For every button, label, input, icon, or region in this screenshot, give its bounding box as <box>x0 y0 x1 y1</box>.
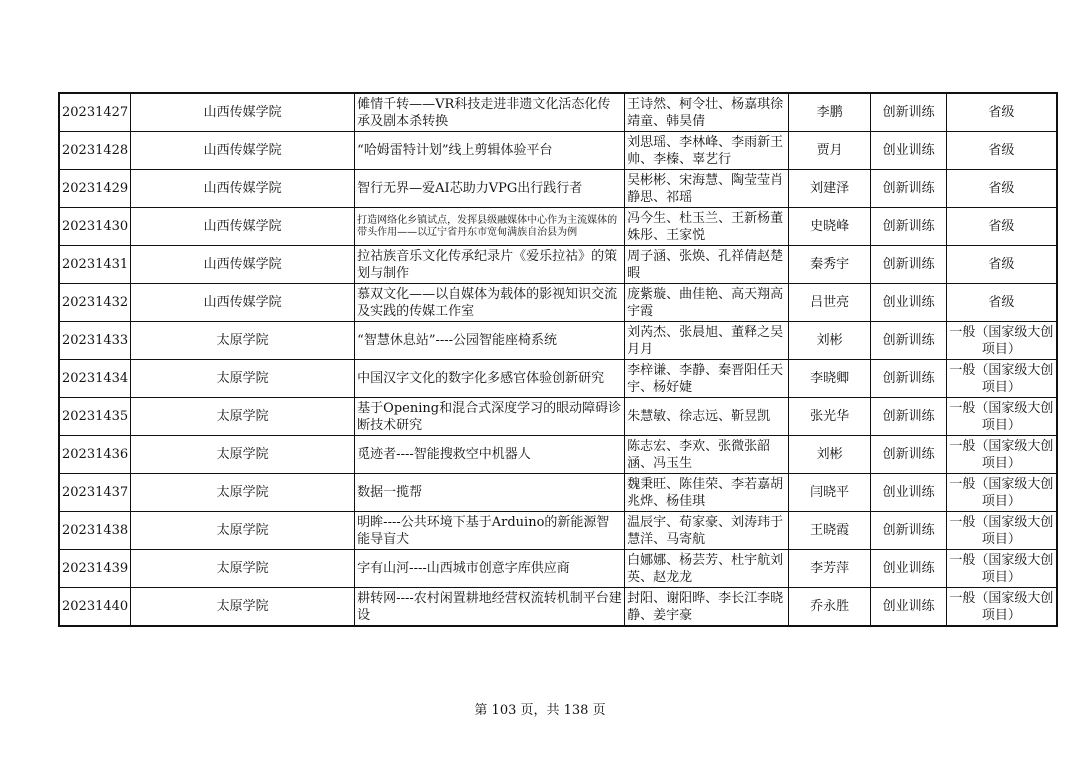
cell-project-level: 一般（国家级大创项目） <box>947 588 1057 627</box>
cell-members: 周子涵、张焕、孔祥倩赵楚暇 <box>625 246 789 284</box>
cell-project-id: 20231428 <box>59 132 131 170</box>
cell-project-type: 创业训练 <box>871 284 947 322</box>
cell-project-name: “智慧休息站”----公园智能座椅系统 <box>355 322 625 360</box>
cell-project-level: 一般（国家级大创项目） <box>947 360 1057 398</box>
cell-project-type: 创新训练 <box>871 512 947 550</box>
table-row <box>59 436 1057 474</box>
cell-project-name: 傩情千转——VR科技走进非遗文化活态化传承及剧本杀转换 <box>355 93 625 132</box>
cell-project-type: 创业训练 <box>871 474 947 512</box>
cell-project-type: 创新训练 <box>871 436 947 474</box>
cell-members: 李梓谦、李静、秦晋阳任天宇、杨好婕 <box>625 360 789 398</box>
cell-tutor: 刘彬 <box>789 322 871 360</box>
page-footer: 第 103 页，共 138 页 <box>474 703 606 718</box>
cell-project-id: 20231435 <box>59 398 131 436</box>
cell-project-id: 20231438 <box>59 512 131 550</box>
cell-project-id: 20231427 <box>59 93 131 132</box>
cell-project-name: 打造网络化乡镇试点，发挥县级融媒体中心作为主流媒体的带头作用——以辽宁省丹东市宽甸满族自治县为例 <box>355 208 625 246</box>
cell-tutor: 李晓卿 <box>789 360 871 398</box>
cell-project-name: 耕转网----农村闲置耕地经营权流转机制平台建设 <box>355 588 625 627</box>
cell-tutor: 吕世亮 <box>789 284 871 322</box>
cell-school: 太原学院 <box>131 436 355 474</box>
cell-school: 山西传媒学院 <box>131 93 355 132</box>
cell-project-type: 创新训练 <box>871 398 947 436</box>
table-row <box>59 474 1057 512</box>
cell-project-type: 创新训练 <box>871 208 947 246</box>
cell-school: 山西传媒学院 <box>131 132 355 170</box>
cell-members: 温辰宇、荀家豪、刘涛玮于慧洋、马寄航 <box>625 512 789 550</box>
cell-project-type: 创新训练 <box>871 322 947 360</box>
cell-tutor: 刘建泽 <box>789 170 871 208</box>
cell-project-level: 一般（国家级大创项目） <box>947 512 1057 550</box>
cell-project-level: 省级 <box>947 93 1057 132</box>
table-body <box>59 93 1057 626</box>
cell-project-type: 创业训练 <box>871 132 947 170</box>
table-row <box>59 170 1057 208</box>
cell-tutor: 闫晓平 <box>789 474 871 512</box>
cell-project-id: 20231432 <box>59 284 131 322</box>
cell-project-type: 创新训练 <box>871 246 947 284</box>
cell-project-id: 20231433 <box>59 322 131 360</box>
cell-school: 太原学院 <box>131 550 355 588</box>
table-row <box>59 93 1057 132</box>
cell-school: 太原学院 <box>131 474 355 512</box>
cell-project-name: 中国汉字文化的数字化多感官体验创新研究 <box>355 360 625 398</box>
cell-project-level: 省级 <box>947 246 1057 284</box>
cell-project-name: 基于Opening和混合式深度学习的眼动障碍诊断技术研究 <box>355 398 625 436</box>
cell-school: 山西传媒学院 <box>131 284 355 322</box>
cell-project-level: 一般（国家级大创项目） <box>947 436 1057 474</box>
cell-project-level: 一般（国家级大创项目） <box>947 398 1057 436</box>
cell-members: 朱慧敏、徐志远、靳昱凯 <box>625 398 789 436</box>
cell-tutor: 史晓峰 <box>789 208 871 246</box>
cell-members: 冯今生、杜玉兰、王新杨董姝彤、王家悦 <box>625 208 789 246</box>
table-row <box>59 398 1057 436</box>
cell-project-type: 创新训练 <box>871 170 947 208</box>
cell-school: 太原学院 <box>131 512 355 550</box>
cell-members: 陈志宏、李欢、张微张韶涵、冯玉生 <box>625 436 789 474</box>
cell-tutor: 贾月 <box>789 132 871 170</box>
cell-school: 太原学院 <box>131 398 355 436</box>
cell-school: 山西传媒学院 <box>131 246 355 284</box>
cell-project-id: 20231437 <box>59 474 131 512</box>
cell-school: 山西传媒学院 <box>131 208 355 246</box>
cell-project-name: 字有山河----山西城市创意字库供应商 <box>355 550 625 588</box>
table-row <box>59 550 1057 588</box>
cell-project-level: 省级 <box>947 284 1057 322</box>
cell-project-level: 省级 <box>947 170 1057 208</box>
cell-project-id: 20231440 <box>59 588 131 627</box>
cell-project-level: 一般（国家级大创项目） <box>947 550 1057 588</box>
cell-tutor: 王晓霞 <box>789 512 871 550</box>
cell-school: 太原学院 <box>131 322 355 360</box>
cell-project-id: 20231436 <box>59 436 131 474</box>
cell-project-level: 省级 <box>947 132 1057 170</box>
cell-members: 王诗然、柯令壮、杨嘉琪徐靖童、韩昊倩 <box>625 93 789 132</box>
table-row <box>59 246 1057 284</box>
table-row <box>59 208 1057 246</box>
cell-members: 封阳、谢阳晔、李长江李晓静、姜宇豪 <box>625 588 789 627</box>
cell-members: 魏秉旺、陈佳荣、李若嘉胡兆烨、杨佳琪 <box>625 474 789 512</box>
cell-members: 刘思瑶、李林峰、李雨新王帅、李榛、辜艺行 <box>625 132 789 170</box>
cell-members: 吴彬彬、宋海慧、陶莹莹肖静思、祁瑶 <box>625 170 789 208</box>
cell-project-name: 觅迹者----智能搜救空中机器人 <box>355 436 625 474</box>
cell-school: 太原学院 <box>131 588 355 627</box>
cell-school: 山西传媒学院 <box>131 170 355 208</box>
table-row <box>59 588 1057 627</box>
cell-project-id: 20231429 <box>59 170 131 208</box>
project-table <box>58 92 1058 627</box>
cell-school: 太原学院 <box>131 360 355 398</box>
cell-members: 白娜娜、杨芸芳、杜宇航刘英、赵龙龙 <box>625 550 789 588</box>
cell-project-id: 20231434 <box>59 360 131 398</box>
cell-project-level: 省级 <box>947 208 1057 246</box>
cell-members: 刘芮杰、张晨旭、董释之吴月月 <box>625 322 789 360</box>
cell-project-type: 创业训练 <box>871 588 947 627</box>
cell-project-type: 创新训练 <box>871 360 947 398</box>
table-row <box>59 284 1057 322</box>
cell-project-type: 创新训练 <box>871 93 947 132</box>
cell-project-id: 20231430 <box>59 208 131 246</box>
cell-project-name: 数据一揽帮 <box>355 474 625 512</box>
cell-tutor: 李鹏 <box>789 93 871 132</box>
table-row <box>59 360 1057 398</box>
table-row <box>59 322 1057 360</box>
cell-project-name: 慕双文化——以自媒体为载体的影视知识交流及实践的传媒工作室 <box>355 284 625 322</box>
cell-project-level: 一般（国家级大创项目） <box>947 474 1057 512</box>
table-row <box>59 512 1057 550</box>
cell-project-id: 20231431 <box>59 246 131 284</box>
cell-tutor: 刘彬 <box>789 436 871 474</box>
cell-tutor: 秦秀宇 <box>789 246 871 284</box>
cell-project-name: 智行无界—爱AI芯助力VPG出行践行者 <box>355 170 625 208</box>
cell-project-name: 拉祜族音乐文化传承纪录片《爱乐拉祜》的策划与制作 <box>355 246 625 284</box>
cell-tutor: 李芳萍 <box>789 550 871 588</box>
cell-project-type: 创业训练 <box>871 550 947 588</box>
cell-tutor: 张光华 <box>789 398 871 436</box>
cell-members: 庞紫璇、曲佳艳、高天翔高宇霞 <box>625 284 789 322</box>
cell-project-level: 一般（国家级大创项目） <box>947 322 1057 360</box>
cell-tutor: 乔永胜 <box>789 588 871 627</box>
cell-project-name: “哈姆雷特计划”线上剪辑体验平台 <box>355 132 625 170</box>
cell-project-name: 明眸----公共环境下基于Arduino的新能源智能导盲犬 <box>355 512 625 550</box>
table-row <box>59 132 1057 170</box>
cell-project-id: 20231439 <box>59 550 131 588</box>
